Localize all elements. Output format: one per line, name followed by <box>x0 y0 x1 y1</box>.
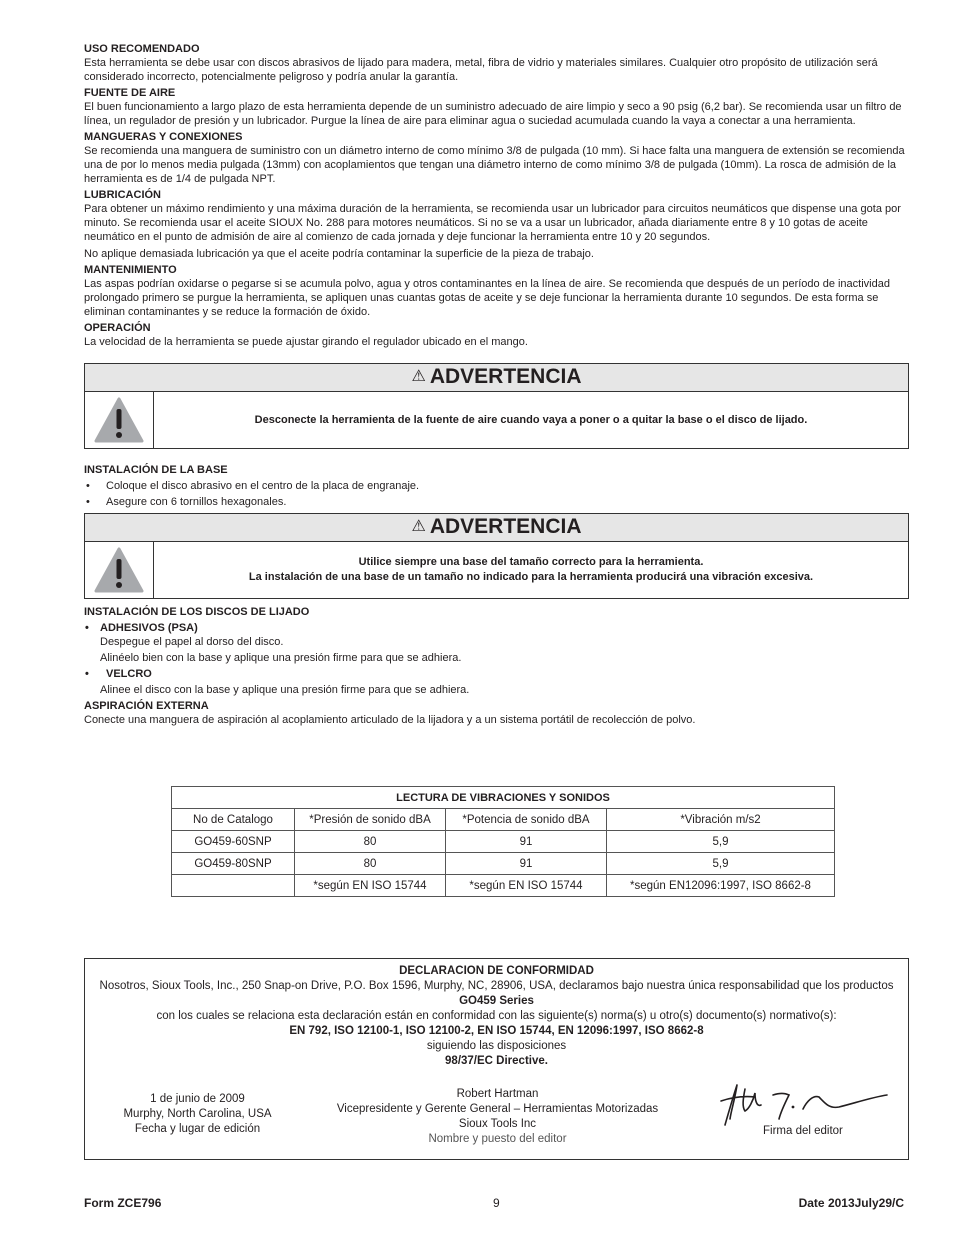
section-text-lubricacion: Para obtener un máximo rendimiento y una máxima duración de la herramienta, se recomienda usar un lubricador para circuitos neumáticos que dispense una gota por minuto. Se recomienda usar el aceite SIOUX No. 288 para motores neumáticos. Si no se va a usar un lubricador, añada diariamente entre 8 y 10 gotas de aceite neumático en el punto de admisión de aire al comienzo de cada jornada y deje funcionar la herramienta entre 10 y 20 segundos. <box>84 203 901 243</box>
issuer-name: Robert Hartman <box>456 1088 539 1100</box>
manual-content <box>84 40 909 729</box>
table-row <box>172 831 835 853</box>
warning-triangle-icon: ⚠ <box>411 518 426 535</box>
section-text-aspiracion: Conecte una manguera de aspiración al acoplamiento articulado de la lijadora y a un sistema portátil de recolección de polvo. <box>84 714 696 726</box>
table-cell: 91 <box>446 853 607 875</box>
table-cell: *según EN ISO 15744 <box>446 875 607 897</box>
page-number: 9 <box>493 1196 500 1210</box>
table-cell: 5,9 <box>607 831 835 853</box>
section-title-mantenimiento: MANTENIMIENTO <box>84 264 177 276</box>
declaration-norms: EN 792, ISO 12100-1, ISO 12100-2, EN ISO 15744, EN 12096:1997, ISO 8662-8 <box>289 1025 704 1037</box>
section-title-operacion: OPERACIÓN <box>84 322 151 334</box>
table-header: No de Catalogo <box>172 809 295 831</box>
warning-title-1: ⚠ ADVERTENCIA <box>85 364 908 392</box>
psa-title: • ADHESIVOS (PSA) <box>84 621 909 635</box>
footer-form: Form ZCE796 <box>84 1196 162 1210</box>
exclamation-triangle-icon <box>85 392 154 448</box>
warning-box-1 <box>84 363 909 449</box>
issuer-company: Sioux Tools Inc <box>458 1118 537 1130</box>
signature-area <box>715 1087 905 1157</box>
velcro-title: • VELCRO <box>84 667 909 681</box>
issue-date: 1 de junio de 2009 <box>150 1093 245 1105</box>
list-item: • Asegure con 6 tornillos hexagonales. <box>84 495 909 509</box>
warning-title-2: ⚠ ADVERTENCIA <box>85 514 908 542</box>
declaration-line-1: Nosotros, Sioux Tools, Inc., 250 Snap-on Drive, P.O. Box 1596, Murphy, NC, 28906, USA, declaramos bajo nuestra única responsabilidad que los productos <box>99 980 894 992</box>
declaration-product: GO459 Series <box>459 995 534 1007</box>
table-cell: GO459-80SNP <box>172 853 295 875</box>
section-text-mantenimiento: Las aspas podrían oxidarse o pegarse si se acumula polvo, agua y otros contaminantes en la línea de aire. Se recomienda que después de un período de inactividad prolongado primero se purgue la herramienta, se apliquen unas cuantas gotas de aceite y se deje funcionar la herramienta durante 10 segundos. De esta forma se eliminan contaminantes y se reduce la formación de óxido. <box>84 278 890 318</box>
table-cell: GO459-60SNP <box>172 831 295 853</box>
table-title: LECTURA DE VIBRACIONES Y SONIDOS <box>172 787 835 809</box>
declaration-following: siguiendo las disposiciones <box>426 1040 567 1052</box>
table-cell <box>172 875 295 897</box>
warning-triangle-icon: ⚠ <box>411 368 426 385</box>
table-cell: 91 <box>446 831 607 853</box>
section-text-operacion: La velocidad de la herramienta se puede ajustar girando el regulador ubicado en el mango. <box>84 336 528 348</box>
table-cell: *según EN12096:1997, ISO 8662-8 <box>607 875 835 897</box>
declaration-line-2: con los cuales se relaciona esta declaración están en conformidad con las siguiente(s) norma(s) u otro(s) documento(s) normativo(s): <box>156 1010 837 1022</box>
issuer-position: Vicepresidente y Gerente General – Herramientas Motorizadas <box>336 1103 659 1115</box>
base-list <box>84 479 909 509</box>
table-cell: 80 <box>295 831 446 853</box>
section-title-base: INSTALACIÓN DE LA BASE <box>84 464 228 476</box>
issue-date-label: Fecha y lugar de edición <box>134 1123 261 1135</box>
signature-row <box>85 1087 908 1157</box>
list-item: • Coloque el disco abrasivo en el centro de la placa de engranaje. <box>84 479 909 493</box>
warning-text-1: Desconecte la herramienta de la fuente de aire cuando vaya a poner o a quitar la base o el disco de lijado. <box>254 413 808 426</box>
table-cell: 5,9 <box>607 853 835 875</box>
table-header: *Presión de sonido dBA <box>295 809 446 831</box>
section-text-uso: Esta herramienta se debe usar con discos abrasivos de lijado para madera, metal, fibra de vidrio y materiales similares. Cualquier otro propósito de utilización será considerado incorrecto, potencialmente peligroso y podría anular la garantía. <box>84 57 878 83</box>
table-cell: 80 <box>295 853 446 875</box>
warning-text-2: Utilice siempre una base del tamaño correcto para la herramienta. La instalación de una base de un tamaño no indicado para la herramienta producirá una vibración excesiva. <box>248 556 814 583</box>
table-header-row <box>172 809 835 831</box>
table-header: *Potencia de sonido dBA <box>446 809 607 831</box>
table-row <box>172 853 835 875</box>
section-title-discos: INSTALACIÓN DE LOS DISCOS DE LIJADO <box>84 606 310 618</box>
velcro-line: Alinee el disco con la base y aplique una presión firme para que se adhiera. <box>100 684 470 696</box>
psa-line-1: Despegue el papel al dorso del disco. <box>100 636 284 648</box>
issuer-info <box>310 1087 685 1147</box>
declaration-title: DECLARACION DE CONFORMIDAD <box>399 965 594 977</box>
signature-label: Firma del editor <box>763 1125 843 1137</box>
table-cell: *según EN ISO 15744 <box>295 875 446 897</box>
section-text-aire: El buen funcionamiento a largo plazo de esta herramienta depende de un suministro adecuado de aire limpio y seco a 90 psig (6,2 bar). Se recomienda usar un filtro de línea, un regulador de presión y un lubricador. Purgue la línea de aire para eliminar agua o suciedad acumulada cuando la vaya a conectar a una herramienta. <box>84 101 902 127</box>
section-title-aire: FUENTE DE AIRE <box>84 87 176 99</box>
warning-box-2 <box>84 513 909 599</box>
section-title-lubricacion: LUBRICACIÓN <box>84 189 161 201</box>
section-text-mangueras: Se recomienda una manguera de suministro con un diámetro interno de como mínimo 3/8 de pulgada (10 mm). Si hace falta una manguera de extensión se recomienda una de por lo menos media pulgada (13mm) con acoplamientos que tengan una diámetro interno de como mínimo 3/8 de pulgada (10mm). La rosca de admisión de la herramienta es de 1/4 de pulgada NPT. <box>84 145 905 185</box>
exclamation-triangle-icon <box>85 542 154 598</box>
table-header: *Vibración m/s2 <box>607 809 835 831</box>
declaration-directive: 98/37/EC Directive. <box>445 1055 548 1067</box>
section-text-lubricacion-2: No aplique demasiada lubricación ya que el aceite podría contaminar la superficie de la pieza de trabajo. <box>84 248 594 260</box>
declaration-box <box>84 958 909 1160</box>
section-title-aspiracion: ASPIRACIÓN EXTERNA <box>84 700 209 712</box>
issue-date-place <box>115 1092 280 1137</box>
table-row <box>172 875 835 897</box>
section-title-mangueras: MANGUERAS Y CONEXIONES <box>84 131 243 143</box>
section-title-uso: USO RECOMENDADO <box>84 43 200 55</box>
issue-place: Murphy, North Carolina, USA <box>123 1108 272 1120</box>
psa-line-2: Alinéelo bien con la base y aplique una presión firme para que se adhiera. <box>100 652 462 664</box>
issuer-label: Nombre y puesto del editor <box>428 1133 567 1145</box>
vibration-sound-table <box>171 786 835 897</box>
footer-date: Date 2013July29/C <box>798 1196 904 1210</box>
